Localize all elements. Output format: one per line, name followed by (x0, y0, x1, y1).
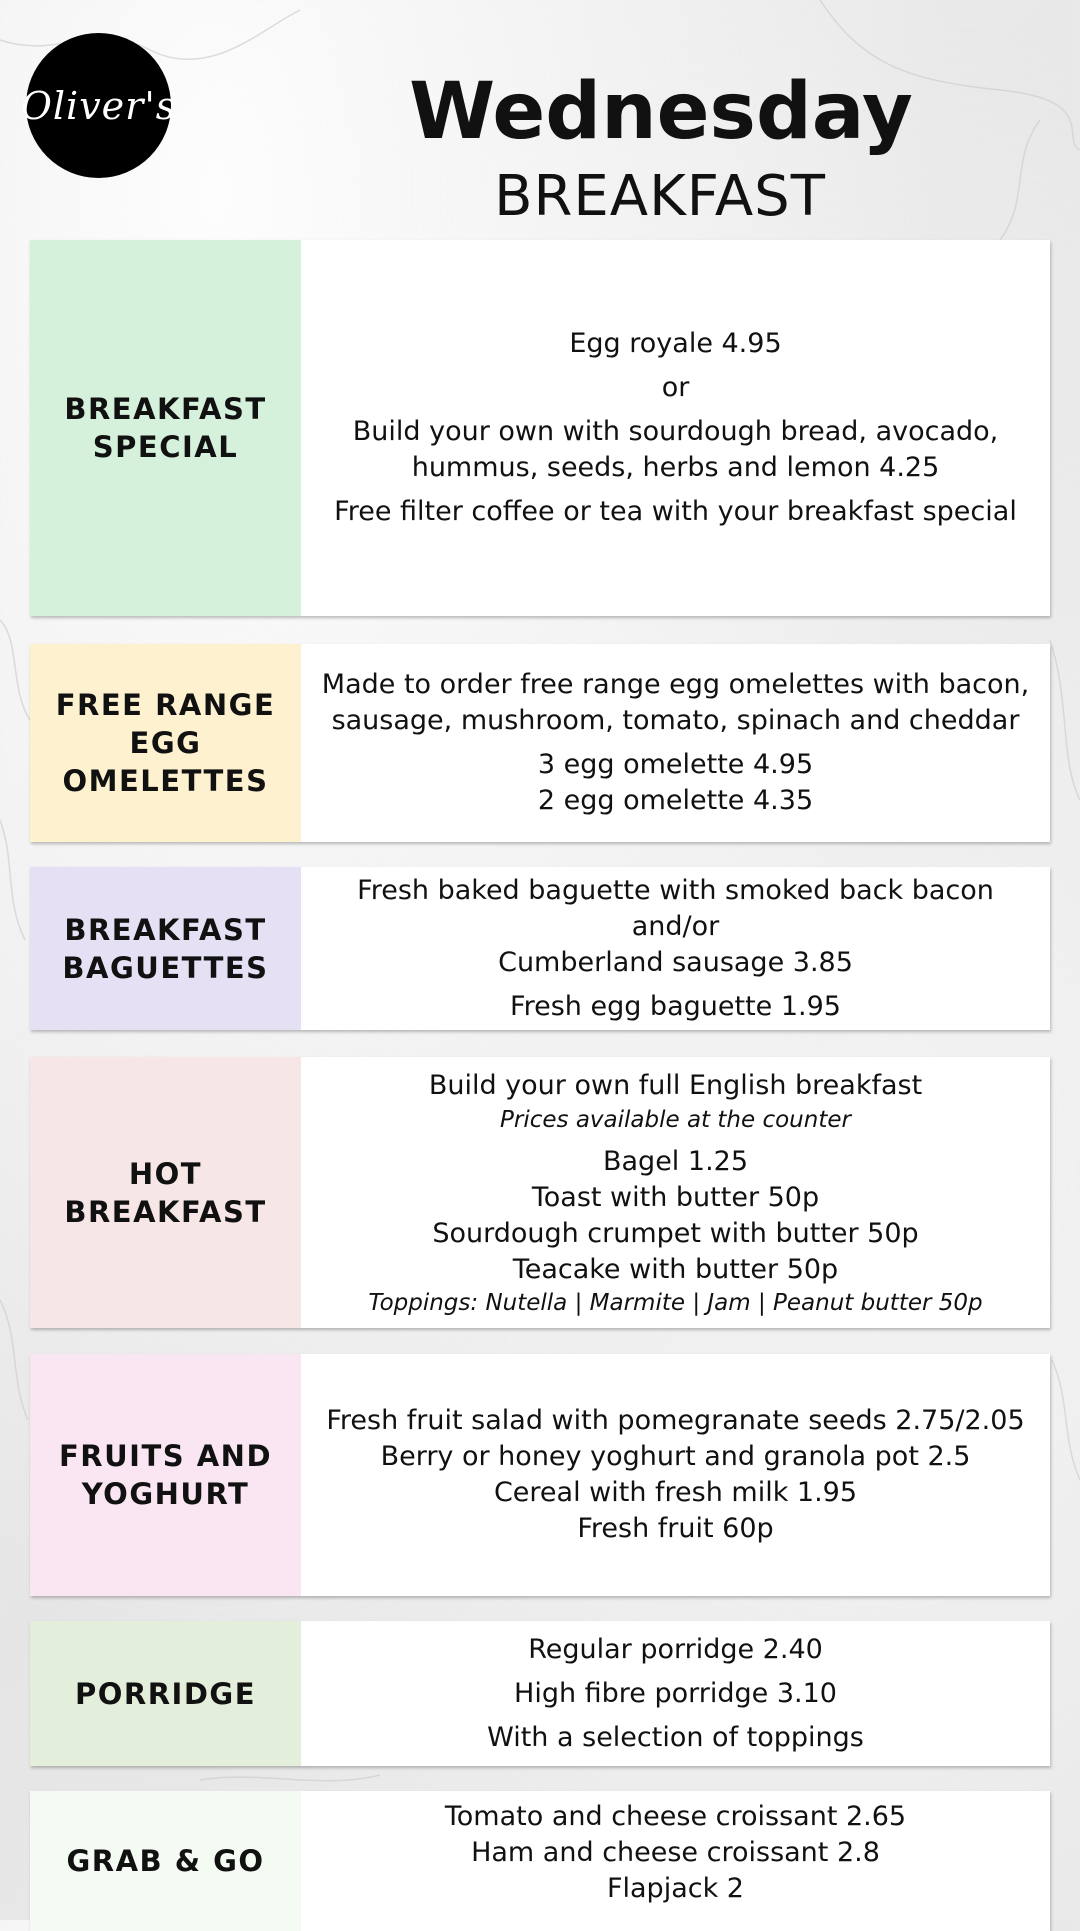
menu-item: Build your own with sourdough bread, avocado, hummus, seeds, herbs and lemon 4.25 (352, 416, 999, 483)
section-breakfast-baguettes (30, 867, 1050, 1030)
menu-item: Toast with butter 50p (531, 1181, 820, 1213)
meal-title: BREAKFAST (494, 164, 826, 229)
item-list (301, 1354, 1050, 1596)
menu-item: Fresh egg baguette 1.95 (510, 990, 841, 1022)
section-porridge (30, 1621, 1050, 1766)
menu-item: Tomato and cheese croissant 2.65 (444, 1801, 907, 1832)
category-label: PORRIDGE (30, 1621, 301, 1766)
menu-item: Build your own full English breakfast (428, 1069, 923, 1101)
category-label: GRAB & GO (30, 1791, 301, 1931)
category-label: FRUITS AND YOGHURT (30, 1354, 301, 1596)
item-list (301, 1791, 1050, 1931)
menu-item: High fibre porridge 3.10 (514, 1677, 837, 1709)
menu-item: Fresh fruit salad with pomegranate seeds 2.75/2.05 (326, 1405, 1025, 1436)
menu-item: Bagel 1.25 (602, 1145, 749, 1177)
item-list (301, 867, 1050, 1030)
menu-item: Regular porridge 2.40 (528, 1633, 823, 1665)
menu-item: Berry or honey yoghurt and granola pot 2.5 (380, 1441, 971, 1472)
menu-item: Fresh baked baguette with smoked back bacon and/or Cumberland sausage 3.85 (357, 874, 994, 978)
price-note: Prices available at the counter (500, 1106, 851, 1133)
category-label: HOT BREAKFAST (30, 1057, 301, 1328)
item-list (301, 240, 1050, 616)
page-header (240, 62, 1080, 232)
menu-item: Sourdough crumpet with butter 50p (432, 1217, 919, 1249)
day-title: Wednesday (409, 67, 913, 157)
menu-item: Teacake with butter 50p (512, 1253, 839, 1285)
menu-item: Made to order free range egg omelettes with bacon, sausage, mushroom, tomato, spinach and cheddar (321, 669, 1030, 736)
oliver-logo (20, 33, 177, 178)
item-list (301, 1621, 1050, 1766)
menu-item: Ham and cheese croissant 2.8 (471, 1837, 880, 1868)
menu-item: Flapjack 2 (606, 1873, 744, 1904)
section-hot-breakfast (30, 1057, 1050, 1328)
menu-item: or (661, 372, 690, 403)
toppings-note: Toppings: Nutella | Marmite | Jam | Peanut butter 50p (368, 1289, 983, 1316)
item-list (301, 1057, 1050, 1328)
menu-item: Egg royale 4.95 (569, 328, 782, 359)
logo-text: Oliver's (20, 83, 177, 128)
menu-item: Fresh fruit 60p (577, 1513, 774, 1544)
menu-item: 3 egg omelette 4.95 (537, 749, 814, 780)
category-label: BREAKFAST BAGUETTES (30, 867, 301, 1030)
menu-item: Cereal with fresh milk 1.95 (493, 1477, 858, 1508)
category-label: FREE RANGE EGG OMELETTES (30, 644, 301, 842)
section-grab-and-go (30, 1791, 1050, 1931)
section-free-range-egg-omelettes (30, 644, 1050, 842)
menu-item: Free filter coffee or tea with your breakfast special (334, 496, 1017, 527)
menu-item: 2 egg omelette 4.35 (537, 785, 814, 816)
section-breakfast-special (30, 240, 1050, 616)
category-label: BREAKFAST SPECIAL (30, 240, 301, 616)
item-list (301, 644, 1050, 842)
menu-item: With a selection of toppings (487, 1721, 864, 1753)
section-fruits-and-yoghurt (30, 1354, 1050, 1596)
